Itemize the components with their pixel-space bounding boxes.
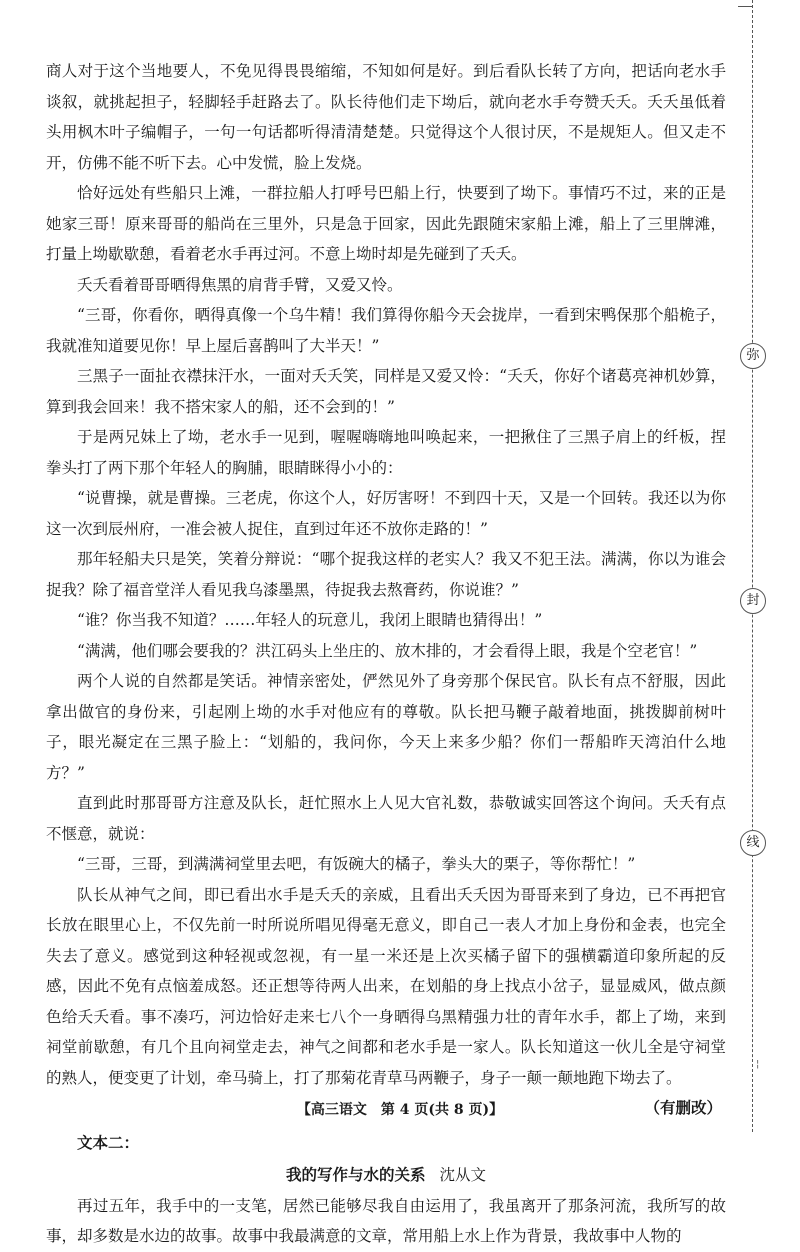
paragraph-7: “说曹操，就是曹操。三老虎，你这个人，好厉害呀！不到四十天，又是一个回转。我还以为你这一次到辰州府，一准会被人捉住，直到过年还不放你走路的！” bbox=[46, 489, 726, 538]
edit-note: （有删改） bbox=[644, 1098, 722, 1117]
paragraph-10: “满满，他们哪会要我的？洪江码头上坐庄的、放木排的，才会看得上眼，我是个空老官！” bbox=[77, 641, 698, 660]
binding-char-feng: 封 bbox=[740, 588, 766, 614]
text2-title: 我的写作与水的关系 bbox=[285, 1165, 426, 1184]
paragraph-14: 队长从神气之间，即已看出水手是夭夭的亲威，且看出夭夭因为哥哥来到了身边，已不再把官长放在眼里心上，不仅先前一时所说所唱见得毫无意义，即自己一表人才加上身份和金表，也完全失去了意义。感觉到这种轻视或忽视，有一星一米还是上次买橘子留下的强横霸道印象所起的反感，因此不免有点恼羞成怒。还正想等待两人出来，在划船的身上找点小岔子，显显威风，做点颜色给夭夭看。事不凑巧，河边恰好走来七八个一身晒得乌黑精强力壮的青年水手，都上了坳，来到祠堂前歇憩，有几个且向祠堂走去，神气之间都和老水手是一家人。队长知道这一伙儿全是守祠堂的熟人，便变更了计划，牵马骑上，打了那菊花青草马两鞭子，身子一颠一颠地跑下坳去了。 bbox=[46, 885, 726, 1087]
paragraph-4: “三哥，你看你，晒得真像一个乌牛精！我们算得你船今天会拢岸，一看到宋鸭保那个船桅子，我就准知道要见你！早上屋后喜鹊叫了大半天！” bbox=[46, 306, 726, 355]
paragraph-5: 三黑子一面扯衣襟抹汗水，一面对夭夭笑，同样是又爱又怜：“夭夭，你好个诸葛亮神机妙算，算到我会回来！我不搭宋家人的船，还不会到的！” bbox=[46, 367, 726, 416]
text2-heading bbox=[46, 1160, 726, 1191]
paragraph-12: 直到此时那哥哥方注意及队长，赶忙照水上人见大官礼数，恭敬诚实回答这个询问。夭夭有点不惬意，就说： bbox=[46, 794, 726, 843]
paragraph-11: 两个人说的自然都是笑话。神情亲密处，俨然见外了身旁那个保民官。队长有点不舒服，因此拿出做官的身份来，引起刚上坳的水手对他应有的尊敬。队长把马鞭子敲着地面，挑拨脚前树叶子，眼光凝定在三黑子脸上：“划船的，我问你，今天上来多少船？你们一帮船昨天湾泊什么地方？” bbox=[46, 672, 726, 782]
binding-char-mi: 弥 bbox=[740, 343, 766, 369]
paragraph-13: “三哥，三哥，到满满祠堂里去吧，有饭碗大的橘子，拳头大的栗子，等你帮忙！” bbox=[77, 855, 636, 873]
page-footer: 【高三语文 第 4 页(共 8 页)】 bbox=[296, 1102, 504, 1118]
text2-paragraph-1: 再过五年，我手中的一支笔，居然已能够尽我自由运用了，我虽离开了那条河流，我所写的故事，却多数是水边的故事。故事中我最满意的文章，常用船上水上作为背景，我故事中人物的 bbox=[46, 1196, 726, 1245]
binding-char-xian: 线 bbox=[740, 830, 766, 856]
section-label-text2: 文本二： bbox=[77, 1132, 140, 1152]
corner-mark bbox=[738, 6, 752, 19]
margin-dots: ¦ bbox=[756, 1059, 760, 1070]
page-body bbox=[46, 56, 726, 1252]
paragraph-6: 于是两兄妹上了坳，老水手一见到，喔喔嗨嗨地叫唤起来，一把揪住了三黑子肩上的纤板，捏拳头打了两下那个年轻人的胸脯，眼睛眯得小小的： bbox=[46, 428, 726, 477]
binding-line bbox=[752, 0, 753, 1132]
paragraph-8: 那年轻船夫只是笑，笑着分辩说：“哪个捉我这样的老实人？我又不犯王法。满满，你以为谁会捉我？除了福音堂洋人看见我乌漆墨黑，待捉我去熬膏药，你说谁？” bbox=[46, 550, 726, 599]
paragraph-9: “谁？你当我不知道？……年轻人的玩意儿，我闭上眼睛也猜得出！” bbox=[77, 611, 543, 629]
paragraph-3: 夭夭看着哥哥晒得焦黑的肩背手臂，又爱又怜。 bbox=[77, 275, 403, 294]
paragraph-1: 商人对于这个当地要人，不免见得畏畏缩缩，不知如何是好。到后看队长转了方向，把话向老水手谈叙，就挑起担子，轻脚轻手赶路去了。队长待他们走下坳后，就向老水手夸赞夭夭。夭夭虽低着头用枫木叶子编帽子，一句一句话都听得清清楚楚。只觉得这个人很讨厌，不是规矩人。但又走不开，仿佛不能不听下去。心中发慌，脸上发烧。 bbox=[46, 62, 726, 172]
paragraph-2: 恰好远处有些船只上滩，一群拉船人打呼号巴船上行，快要到了坳下。事情巧不过，来的正是她家三哥！原来哥哥的船尚在三里外，只是急于回家，因此先跟随宋家船上滩，船上了三里牌滩，打量上坳歇歇憩，看着老水手再过河。不意上坳时却是先碰到了夭夭。 bbox=[46, 184, 726, 263]
text2-author: 沈从文 bbox=[439, 1166, 487, 1184]
